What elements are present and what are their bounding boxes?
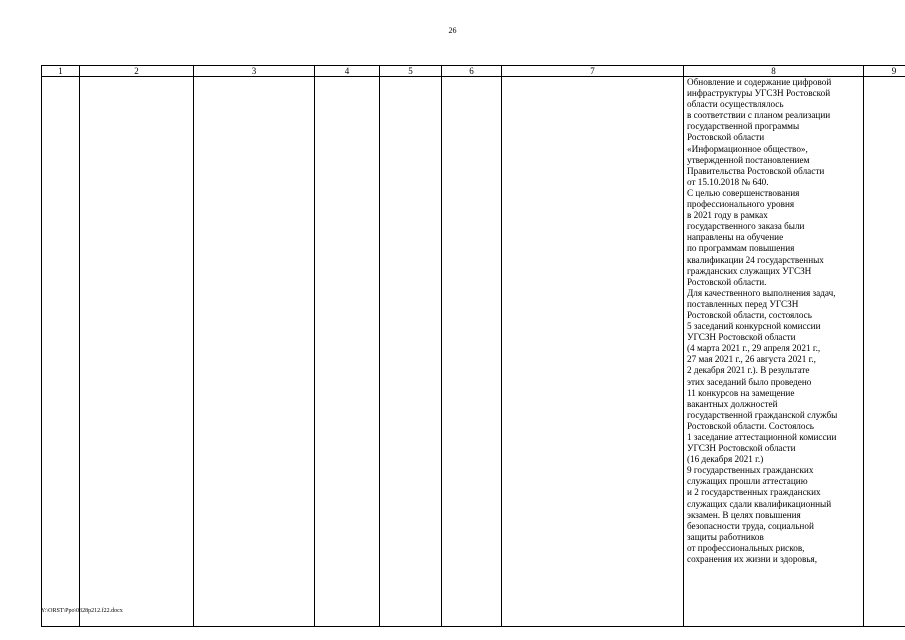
text-line: Обновление и содержание цифровой [687,77,832,87]
cell-col-1 [42,77,80,627]
text-line: Ростовской области, состоялось [687,309,812,320]
text-line: в 2021 году в рамках [687,210,768,221]
cell-col-9 [864,77,905,627]
text-line: государственной программы [687,121,800,132]
text-line: 5 заседаний конкурсной комиссии [687,321,821,332]
column-header-6: 6 [442,66,502,77]
text-line: этих заседаний было проведено [687,376,812,387]
cell-col-7 [502,77,684,627]
text-line: по программам повышения [687,243,795,254]
column-number-row [42,66,905,77]
text-line: (16 декабря 2021 г.) [687,454,764,465]
text-line: Правительства Ростовской области [687,165,825,176]
text-line: УГСЗН Ростовской области [687,332,796,343]
text-line: инфраструктуры УГСЗН Ростовской [687,88,831,99]
cell-col-8-results-text [684,77,864,627]
text-line: государственной гражданской службы [687,409,838,420]
text-line: защиты работников [687,531,764,542]
page-number: 26 [448,26,457,35]
text-line: 11 конкурсов на замещение [687,387,795,398]
text-line: государственного заказа были [687,221,805,232]
column-header-4: 4 [315,66,380,77]
text-line: квалификации 24 государственных [687,254,824,265]
table-row [42,77,905,627]
text-line: служащих сдали квалификационный [687,498,832,509]
text-line: направлены на обучение [687,232,784,243]
text-line: вакантных должностей [687,398,778,409]
text-line: области осуществлялось [687,99,784,110]
text-line: (4 марта 2021 г., 29 апреля 2021 г., [687,343,821,354]
text-line: 1 заседание аттестационной комиссии [687,432,837,442]
text-line: 9 государственных гражданских [687,465,814,476]
cell-col-6 [442,77,502,627]
text-line: служащих прошли аттестацию [687,476,808,487]
text-line: 2 декабря 2021 г.). В результате [687,365,810,376]
text-line: гражданских служащих УГСЗН [687,265,812,276]
column-header-1: 1 [42,66,80,77]
column-header-2: 2 [80,66,194,77]
cell-col-5 [380,77,442,627]
text-line: поставленных перед УГСЗН [687,298,799,309]
column-header-9: 9 [864,66,905,77]
column-header-3: 3 [194,66,315,77]
text-line: в соответствии с планом реализации [687,110,831,121]
text-line: от 15.10.2018 № 640. [687,176,769,187]
text-line: Ростовской области. [687,276,767,287]
text-line: Для качественного выполнения задач, [687,287,836,298]
cell-col-2 [80,77,194,627]
footer-file-path: Y:\ORST\Ppo\0328p212.f22.docx [41,608,123,614]
text-line: от профессиональных рисков, [687,542,805,553]
text-line: Ростовской области. Состоялось [687,420,814,431]
column-header-8: 8 [684,66,864,77]
text-line: «Информационное общество», [687,143,808,154]
text-line: С целью совершенствования [687,187,800,198]
text-line: сохранения их жизни и здоровья, [687,554,818,565]
text-line: Ростовской области [687,132,765,143]
text-line: УГСЗН Ростовской области [687,443,796,454]
report-table [41,65,905,627]
column-header-5: 5 [380,66,442,77]
text-line: профессионального уровня [687,199,795,210]
text-line: экзамен. В целях повышения [687,509,801,520]
text-line: утвержденной постановлением [687,154,810,165]
text-line: и 2 государственных гражданских [687,487,821,498]
column-header-7: 7 [502,66,684,77]
text-line: 27 мая 2021 г., 26 августа 2021 г., [687,354,816,365]
text-line: безопасности труда, социальной [687,520,814,531]
cell-col-3 [194,77,315,627]
cell-col-4 [315,77,380,627]
